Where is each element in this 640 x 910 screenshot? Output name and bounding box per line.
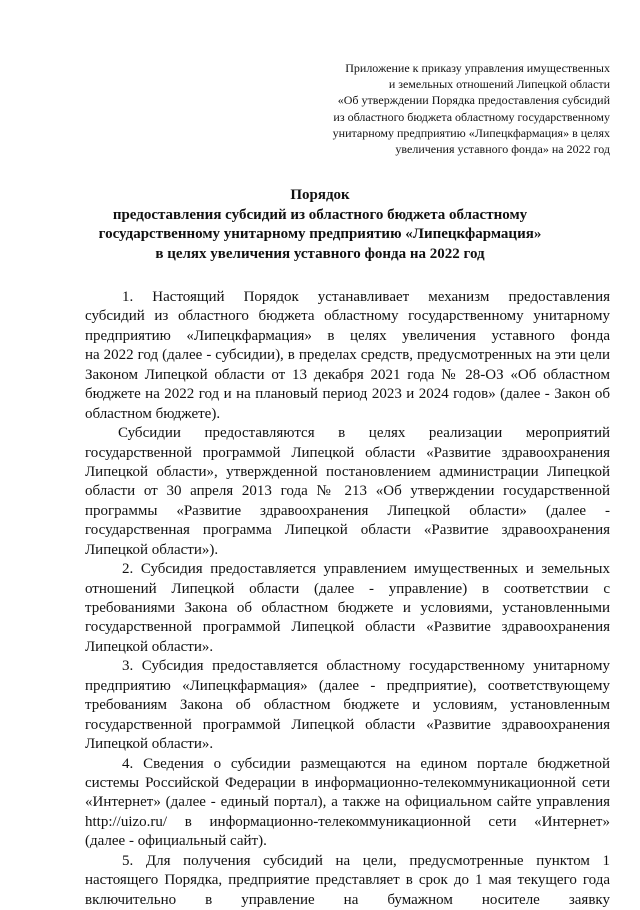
paragraph-subsidies-line: Субсидии предоставляются в целях реализации мероприятий: [118, 425, 610, 442]
paragraph-subsidies-line: программы «Развитие здравоохранения Липецкой области» (далее -: [85, 502, 610, 519]
paragraph-5-line: 5. Для получения субсидий на цели, предусмотренные пунктом 1: [122, 852, 610, 869]
document-body: [85, 288, 610, 910]
title-line: в целях увеличения уставного фонда на 2022 год: [155, 245, 485, 262]
document-title: [0, 186, 640, 264]
paragraph-2-line: 2. Субсидия предоставляется управлением имущественных и земельных: [122, 561, 610, 578]
paragraph-1-line: 1. Настоящий Порядок устанавливает механизм предоставления: [122, 289, 610, 305]
paragraph-4-line: http://uizo.ru/ в информационно-телекоммуникационной сети «Интернет»: [85, 813, 610, 830]
paragraph-subsidies-line: государственной программой Липецкой области «Развитие здравоохранения: [85, 444, 610, 461]
paragraph-4-line: системы Российской Федерации в информационно-телекоммуникационной сети: [85, 774, 610, 791]
appendix-line: и земельных отношений Липецкой области: [388, 77, 610, 92]
paragraph-4-line: (далее - официальный сайт).: [85, 833, 267, 850]
paragraph-3-line: 3. Субсидия предоставляется областному государственному унитарному: [122, 658, 610, 675]
paragraph-3-line: требованиям Закона об областном бюджете и условиям, установленным: [85, 697, 610, 714]
paragraph-5-line: настоящего Порядка, предприятие представляет в срок до 1 мая текущего года: [85, 872, 610, 889]
paragraph-4-line: «Интернет» (далее - единый портал), а также на официальном сайте управления: [85, 794, 610, 811]
paragraph-subsidies-line: Липецкой области»).: [85, 541, 219, 558]
appendix-line: из областного бюджета областному государственному: [333, 109, 610, 124]
appendix-line: Приложение к приказу управления имущественных: [345, 61, 610, 75]
paragraph-2-line: Липецкой области».: [85, 638, 214, 655]
paragraph-3-line: Липецкой области».: [85, 736, 214, 753]
appendix-line: увеличения уставного фонда» на 2022 год: [395, 142, 610, 157]
paragraph-1-line: областном бюджете).: [85, 405, 221, 422]
paragraph-1-line: субсидий из областного бюджета областному государственному унитарному: [85, 308, 610, 325]
title-line: Порядок: [290, 187, 350, 203]
paragraph-3-line: предприятию «Липецкфармация» (далее - предприятие), соответствующему: [85, 677, 610, 694]
appendix-line: «Об утверждении Порядка предоставления субсидий: [337, 93, 610, 108]
title-line: предоставления субсидий из областного бюджета областному: [112, 206, 528, 223]
paragraph-5-line: включительно в управление на бумажном носителе заявку: [85, 891, 610, 908]
paragraph-1-line: Законом Липецкой области от 13 декабря 2021 года № 28-ОЗ «Об областном: [85, 366, 610, 383]
paragraph-1-line: на 2022 год (далее - субсидии), в пределах средств, предусмотренных на эти цели: [85, 347, 610, 364]
title-line: государственному унитарному предприятию «Липецкфармация»: [98, 226, 542, 243]
paragraph-subsidies-line: области от 30 апреля 2013 года № 213 «Об утверждении государственной: [85, 483, 610, 500]
paragraph-2-line: государственной программой Липецкой области «Развитие здравоохранения: [85, 619, 610, 636]
paragraph-1-line: бюджете на 2022 год и на плановый период 2023 и 2024 годов» (далее - Закон об: [85, 386, 610, 403]
paragraph-subsidies-line: государственная программа Липецкой области «Развитие здравоохранения: [85, 522, 610, 539]
paragraph-2-line: требованиями Закона об областном бюджете и условиями, установленными: [85, 600, 610, 616]
paragraph-1-line: предприятию «Липецкфармация» в целях увеличения уставного фонда: [85, 327, 610, 344]
paragraph-subsidies-line: Липецкой области», утвержденной постановлением администрации Липецкой: [85, 463, 610, 480]
appendix-line: унитарному предприятию «Липецкфармация» в целях: [332, 125, 610, 140]
paragraph-4-line: 4. Сведения о субсидии размещаются на едином портале бюджетной: [122, 755, 610, 772]
paragraph-2-line: отношений Липецкой области (далее - управление) в соответствии с: [85, 580, 610, 597]
paragraph-3-line: государственной программой Липецкой области «Развитие здравоохранения: [85, 716, 610, 733]
appendix-note: [290, 60, 610, 157]
